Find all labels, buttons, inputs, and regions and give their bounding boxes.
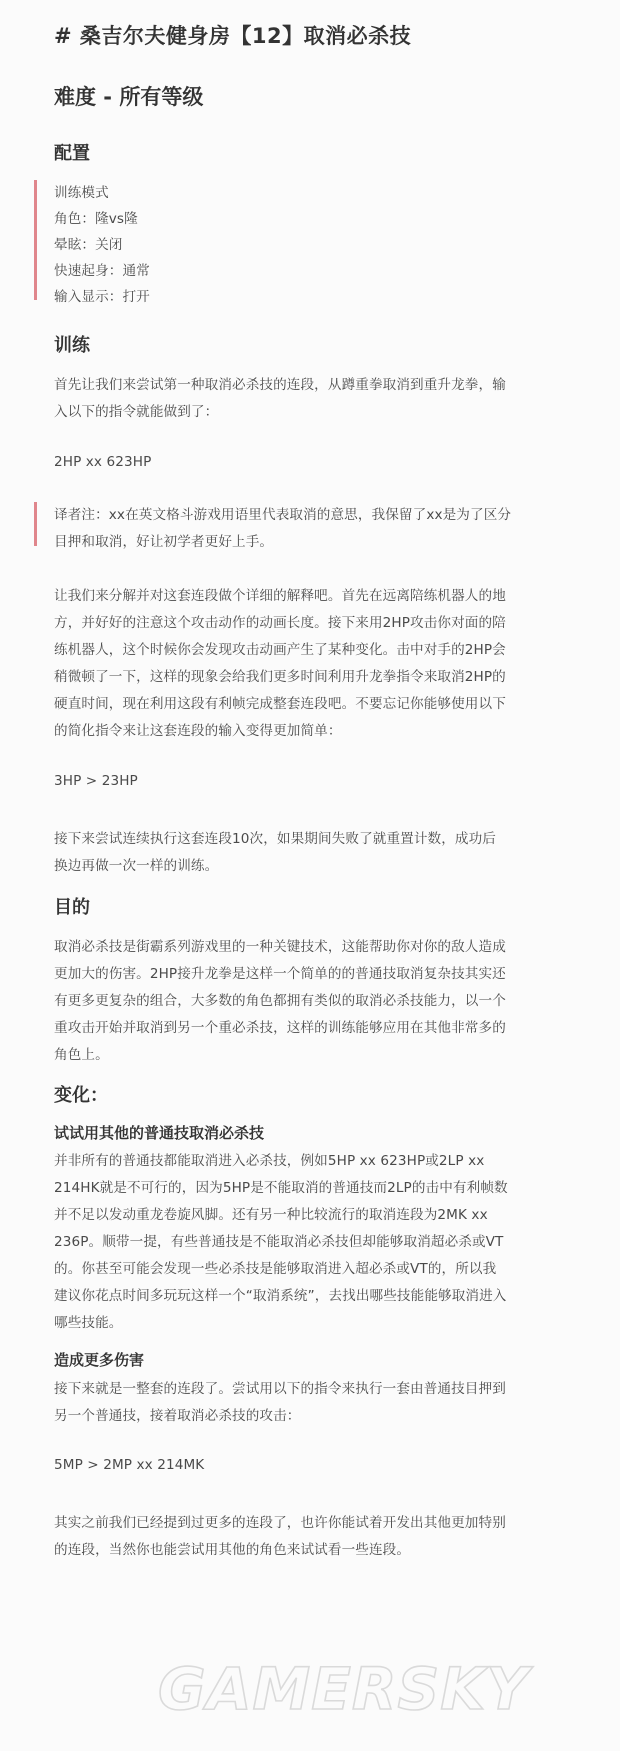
purpose-heading: 目的 xyxy=(54,897,90,918)
command-text: 2HP xx 623HP xyxy=(54,454,152,470)
training-intro-line: 首先让我们来尝试第一种取消必杀技的连段，从蹲重拳取消到重升龙拳，输 xyxy=(54,377,506,393)
practice-line: 接下来尝试连续执行这套连段10次，如果期间失败了就重置计数，成功后 xyxy=(54,831,497,847)
explain-line: 硬直时间，现在利用这段有利帧完成整套连段吧。不要忘记你能够使用以下 xyxy=(54,696,506,712)
config-heading: 配置 xyxy=(54,143,90,164)
variation-line: 的。你甚至可能会发现一些必杀技是能够取消进入超必杀或VT的，所以我 xyxy=(54,1261,497,1277)
gamersky-watermark: GAMERSKY xyxy=(158,1655,530,1723)
explain-line: 稍微顿了一下，这样的现象会给我们更多时间利用升龙拳指令来取消2HP的 xyxy=(54,669,506,685)
config-item: 快速起身：通常 xyxy=(54,263,150,279)
training-intro-line: 入以下的指令就能做到了： xyxy=(54,404,219,420)
difficulty-heading: 难度 - 所有等级 xyxy=(54,85,204,109)
practice-line: 换边再做一次一样的训练。 xyxy=(54,858,219,874)
translator-note-line: 目押和取消，好让初学者更好上手。 xyxy=(54,534,274,550)
purpose-line: 角色上。 xyxy=(54,1047,109,1063)
note-quote-bar xyxy=(34,502,37,546)
variation-line: 另一个普通技，接着取消必杀技的攻击： xyxy=(54,1408,301,1424)
command-text: 3HP > 23HP xyxy=(54,773,138,789)
variation-line: 并不足以发动重龙卷旋风脚。还有另一种比较流行的取消连段为2MK xx xyxy=(54,1207,488,1223)
variation-line: 建议你花点时间多玩玩这样一个“取消系统”，去找出哪些技能能够取消进入 xyxy=(54,1288,507,1304)
variation-line: 236P。顺带一提，有些普通技是不能取消必杀技但却能够取消超必杀或VT xyxy=(54,1234,504,1250)
explain-line: 让我们来分解并对这套连段做个详细的解释吧。首先在远离陪练机器人的地 xyxy=(54,588,506,604)
purpose-line: 重攻击开始并取消到另一个重必杀技，这样的训练能够应用在其他非常多的 xyxy=(54,1020,506,1036)
config-item: 角色：隆vs隆 xyxy=(54,211,138,227)
variations-heading: 变化： xyxy=(54,1085,108,1106)
variation-line: 并非所有的普通技都能取消进入必杀技，例如5HP xx 623HP或2LP xx xyxy=(54,1153,485,1169)
purpose-line: 有更多更复杂的组合，大多数的角色都拥有类似的取消必杀技能力，以一个 xyxy=(54,993,506,1009)
training-heading: 训练 xyxy=(54,335,90,356)
outro-line: 其实之前我们已经提到过更多的连段了，也许你能试着开发出其他更加特别 xyxy=(54,1515,506,1531)
purpose-line: 更加大的伤害。2HP接升龙拳是这样一个简单的的普通技取消复杂技其实还 xyxy=(54,966,506,982)
explain-line: 练机器人，这个时候你会发现攻击动画产生了某种变化。击中对手的2HP会 xyxy=(54,642,506,658)
variation-line: 接下来就是一整套的连段了。尝试用以下的指令来执行一套由普通技目押到 xyxy=(54,1381,506,1397)
config-quote-bar xyxy=(34,180,37,300)
explain-line: 的简化指令来让这套连段的输入变得更加简单： xyxy=(54,723,342,739)
config-item: 晕眩：关闭 xyxy=(54,237,123,253)
purpose-line: 取消必杀技是街霸系列游戏里的一种关键技术，这能帮助你对你的敌人造成 xyxy=(54,939,506,955)
outro-line: 的连段，当然你也能尝试用其他的角色来试试看一些连段。 xyxy=(54,1542,411,1558)
variation-subheading: 试试用其他的普通技取消必杀技 xyxy=(54,1124,265,1142)
variation-line: 214HK就是不可行的，因为5HP是不能取消的普通技而2LP的击中有利帧数 xyxy=(54,1180,508,1196)
page-title: # 桑吉尔夫健身房【12】取消必杀技 xyxy=(54,24,412,48)
variation-line: 哪些技能。 xyxy=(54,1315,123,1331)
config-item: 输入显示：打开 xyxy=(54,289,150,305)
explain-line: 方，并好好的注意这个攻击动作的动画长度。接下来用2HP攻击你对面的陪 xyxy=(54,615,506,631)
translator-note-line: 译者注：xx在英文格斗游戏用语里代表取消的意思，我保留了xx是为了区分 xyxy=(54,507,512,523)
variation-subheading: 造成更多伤害 xyxy=(54,1351,145,1369)
command-text: 5MP > 2MP xx 214MK xyxy=(54,1457,205,1473)
config-item: 训练模式 xyxy=(54,185,109,201)
